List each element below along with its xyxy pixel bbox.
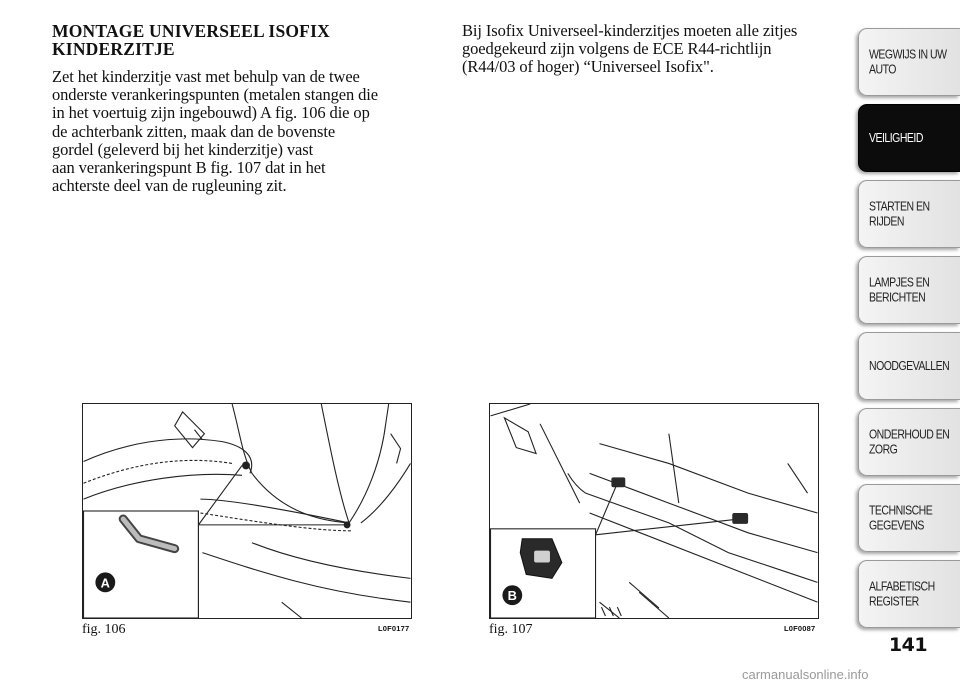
tab-label: LAMPJES EN BERICHTEN: [869, 275, 930, 305]
figure-107-caption: fig. 107: [489, 622, 533, 637]
figure-107-code: L0F0087: [784, 624, 816, 633]
tab-label: ALFABETISCH REGISTER: [869, 579, 935, 609]
chapter-tabs: [858, 0, 960, 686]
tab-label: WEGWIJS IN UW AUTO: [869, 47, 947, 77]
left-body-text: Zet het kinderzitje vast met behulp van de twee onderste verankeringspunten (metalen stangen die in het voertuig zijn ingebouwd) A fig. 106 die op de achterbank zitten, maak dan de bovenste gordel (geleverd bij het kinderzitje) vast aan verankeringspunt B fig. 107 dat in het achterste deel van de rugleuning zit.: [52, 67, 378, 196]
tab-lampjes-en-berichten[interactable]: [858, 256, 960, 324]
tab-onderhoud-en-zorg[interactable]: [858, 408, 960, 476]
watermark: carmanualsonline.info: [742, 667, 869, 682]
top-tether-anchor-illustration: [490, 404, 818, 618]
figure-106-code: L0F0177: [378, 624, 410, 633]
isofix-lower-anchor-illustration: [83, 404, 411, 618]
tab-veiligheid[interactable]: [858, 104, 960, 172]
figure-106-isofix-lower-anchor: [82, 403, 412, 619]
left-column: [52, 22, 444, 195]
tab-label: TECHNISCHE GEGEVENS: [869, 503, 933, 533]
tab-label: ONDERHOUD EN ZORG: [869, 427, 950, 457]
tab-alfabetisch-register[interactable]: [858, 560, 960, 628]
section-title: MONTAGE UNIVERSEEL ISOFIX KINDERZITJE: [52, 21, 330, 59]
figure-106-caption: fig. 106: [82, 622, 126, 637]
right-column: [462, 22, 844, 77]
tab-noodgevallen[interactable]: [858, 332, 960, 400]
tab-label: NOODGEVALLEN: [869, 358, 950, 374]
tab-label: STARTEN EN RIJDEN: [869, 199, 930, 229]
marker-b-label: B: [507, 588, 517, 604]
tab-wegwijs-in-uw-auto[interactable]: [858, 28, 960, 96]
tab-technische-gegevens[interactable]: [858, 484, 960, 552]
tab-label: VEILIGHEID: [869, 130, 923, 146]
page-number: 141: [888, 634, 928, 656]
marker-a-label: A: [100, 575, 110, 591]
right-body-text: Bij Isofix Universeel-kinderzitjes moeten alle zitjes goedgekeurd zijn volgens de ECE R44-richtlijn (R44/03 of hoger) “Universeel Isofix".: [462, 21, 798, 77]
figure-107-top-tether-anchor: [489, 403, 819, 619]
tab-starten-en-rijden[interactable]: [858, 180, 960, 248]
